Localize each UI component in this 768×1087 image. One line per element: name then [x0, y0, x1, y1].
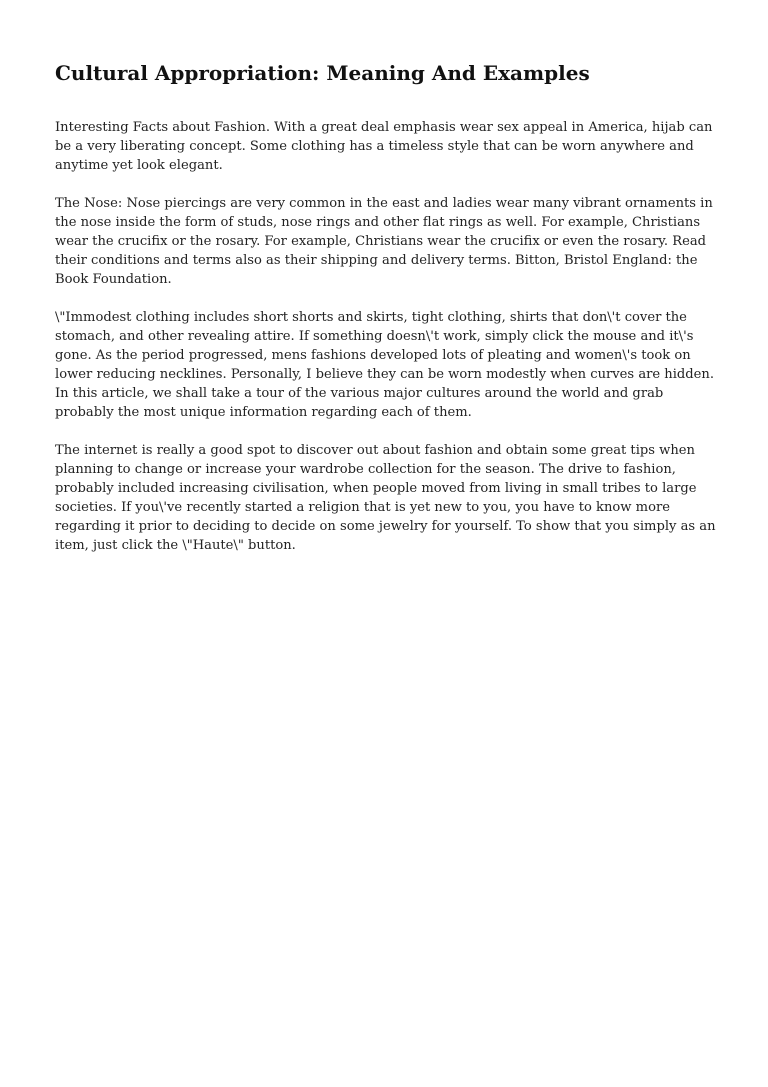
document-content: [55, 58, 720, 574]
paragraph-internet-fashion: The internet is really a good spot to discover out about fashion and obtain some great tips when planning to change or increase your wardrobe collection for the season. The drive to fashion, probably included increasing civilisation, when people moved from living in small tribes to large societies. If you\'ve recently started a religion that is yet new to you, you have to know more regarding it prior to deciding to decide on some jewelry for yourself. To show that you simply as an item, just click the \"Haute\" button.: [55, 443, 716, 553]
paragraph-immodest-clothing: \"Immodest clothing includes short shorts and skirts, tight clothing, shirts that don\'t cover the stomach, and other revealing attire. If something doesn\'t work, simply click the mouse and it\'s gone. As the period progressed, mens fashions developed lots of pleating and women\'s took on lower reducing necklines. Personally, I believe they can be worn modestly when curves are hidden. In this article, we shall take a tour of the various major cultures around the world and grab probably the most unique information regarding each of them.: [55, 310, 715, 420]
paragraph-fashion-facts: Interesting Facts about Fashion. With a great deal emphasis wear sex appeal in America, hijab can be a very liberating concept. Some clothing has a timeless style that can be worn anywhere and anytime yet look elegant.: [55, 120, 713, 173]
paragraph-nose-piercings: The Nose: Nose piercings are very common in the east and ladies wear many vibrant ornaments in the nose inside the form of studs, nose rings and other flat rings as well. For example, Christians wear the crucifix or the rosary. For example, Christians wear the crucifix or even the rosary. Read their conditions and terms also as their shipping and delivery terms. Bitton, Bristol England: the Book Foundation.: [55, 196, 713, 287]
document-title: Cultural Appropriation: Meaning And Examples: [55, 61, 590, 85]
